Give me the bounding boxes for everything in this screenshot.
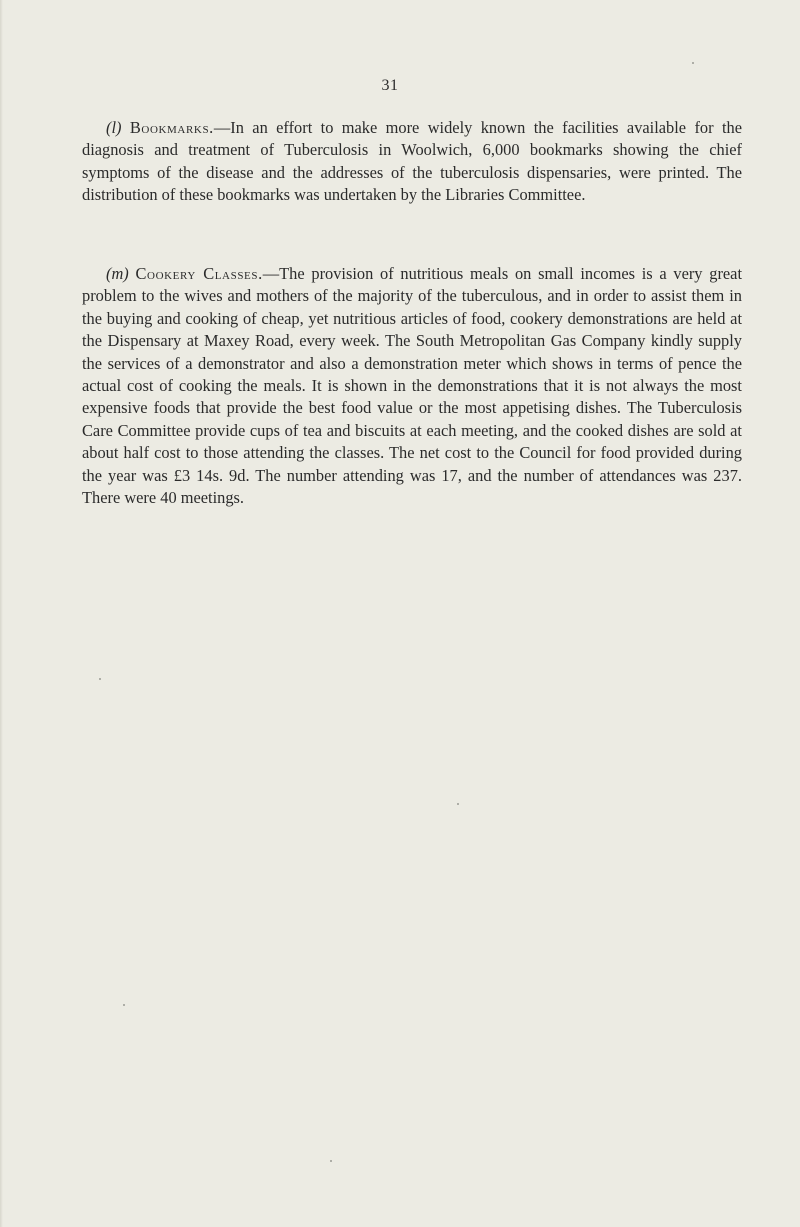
paper-speck bbox=[330, 1160, 332, 1162]
section-bookmarks bbox=[82, 117, 742, 207]
paper-speck bbox=[457, 803, 459, 805]
section-marker: (m) bbox=[106, 264, 129, 283]
section-body: —The provision of nutritious meals on small incomes is a very great problem to the wives and mothers of the majority of the tuberculous, and in order to assist them in the buying and cooking of cheap, yet nutritious articles of food, cookery demonstrations are held at the Dispensary at Maxey Road, every week. The South Metropolitan Gas Company kindly supply the services of a demonstrator and also a demonstration meter which shows in terms of pence the actual cost of cooking the meals. It is shown in the demonstrations that it is not always the most expensive foods that provide the best food value or the most appetising dishes. The Tuberculosis Care Committee provide cups of tea and biscuits at each meeting, and the cooked dishes are sold at about half cost to those attending the classes. The net cost to the Council for food provided during the year was £3 14s. 9d. The number attending was 17, and the number of attendances was 237. There were 40 meetings. bbox=[82, 264, 742, 508]
section-body: —In an effort to make more widely known the facilities available for the diagnosis and treatment of Tuberculosis in Woolwich, 6,000 bookmarks showing the chief symptoms of the disease and the addresses of the tuberculosis dispensaries, were printed. The distribution of these bookmarks was undertaken by the Libraries Committee. bbox=[82, 118, 742, 205]
section-heading: Bookmarks. bbox=[129, 118, 214, 137]
section-cookery-classes bbox=[82, 263, 742, 509]
section-marker: (l) bbox=[106, 118, 122, 137]
section-heading: Cookery Classes. bbox=[135, 264, 263, 283]
page-edge-shadow bbox=[0, 0, 3, 1227]
paper-speck bbox=[692, 62, 694, 64]
page-number: 31 bbox=[381, 77, 399, 94]
paper-speck bbox=[99, 678, 101, 680]
paper-speck bbox=[123, 1004, 125, 1006]
